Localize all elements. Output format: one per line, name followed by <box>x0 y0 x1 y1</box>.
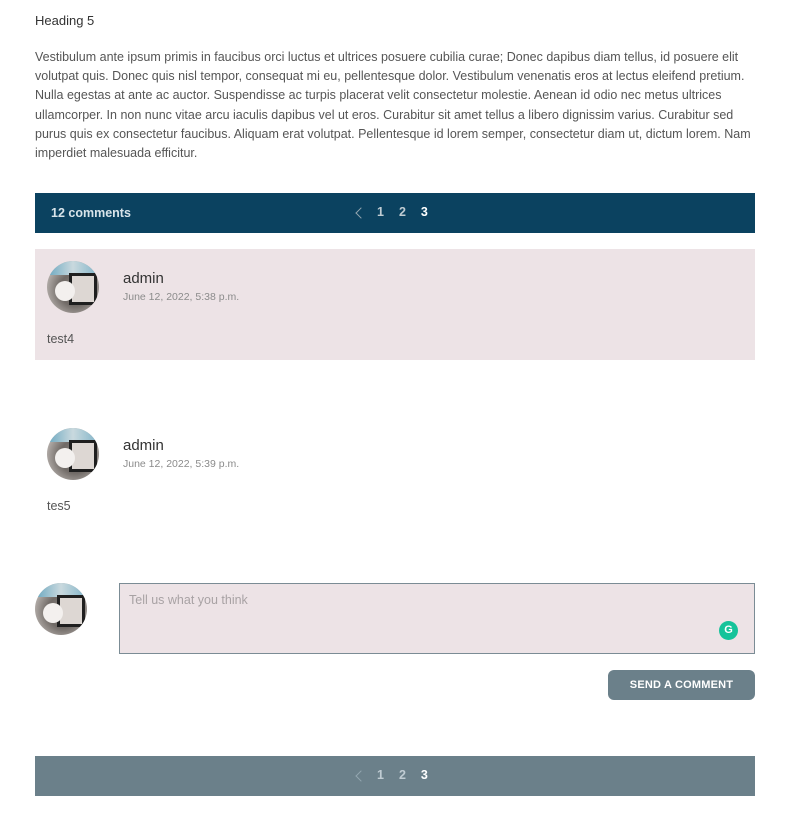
comment-date: June 12, 2022, 5:38 p.m. <box>123 291 240 303</box>
page-link-2[interactable]: 2 <box>398 768 406 782</box>
comment-item <box>35 249 755 360</box>
chevron-left-icon[interactable] <box>355 770 366 781</box>
page-link-1[interactable]: 1 <box>377 768 384 782</box>
page-link-2[interactable]: 2 <box>398 205 406 219</box>
page-link-3-current[interactable]: 3 <box>420 768 428 782</box>
comments-footer-bar <box>35 756 755 796</box>
page-link-1[interactable]: 1 <box>377 205 384 219</box>
comments-pager-top <box>357 205 443 219</box>
comment-count: 12 comments <box>51 206 131 220</box>
reply-avatar <box>35 583 87 635</box>
comment-author: admin <box>123 270 164 287</box>
comment-input-box <box>119 583 755 654</box>
comments-header-bar <box>35 193 755 233</box>
comment-date: June 12, 2022, 5:39 p.m. <box>123 458 240 470</box>
grammarly-icon[interactable]: G <box>719 621 738 640</box>
avatar <box>47 428 99 480</box>
chevron-left-icon[interactable] <box>355 207 366 218</box>
avatar <box>47 261 99 313</box>
send-comment-button[interactable]: SEND A COMMENT <box>608 670 755 700</box>
article-body: Vestibulum ante ipsum primis in faucibus orci luctus et ultrices posuere cubilia curae; Donec dapibus diam tellus, id posuere elit volutpat quis. Donec quis nisl tempor, consequat mi eu, pellentesque dolor. Vestibulum venenatis eros at lectus eleifend pretium. Nulla egestas at ante ac auctor. Suspendisse ac turpis placerat velit consectetur molestie. Aenean id odio nec metus ultrices ullamcorper. In non nunc vitae arcu iaculis dapibus vel ut eros. Curabitur sit amet tellus a libero dignissim varius. Curabitur sed purus quis ex consectetur faucibus. Aliquam erat volutpat. Pellentesque id lorem semper, consectetur diam ut, dictum lorem. Nam imperdiet malesuada efficitur. <box>35 50 751 161</box>
comment-text: tes5 <box>47 499 71 513</box>
comments-pager-bottom <box>357 768 443 782</box>
comment-item <box>35 416 755 527</box>
comment-author: admin <box>123 437 164 454</box>
comment-text: test4 <box>47 332 75 346</box>
article-heading: Heading 5 <box>35 13 95 28</box>
page-link-3-current[interactable]: 3 <box>420 205 428 219</box>
comment-input[interactable] <box>120 584 754 653</box>
